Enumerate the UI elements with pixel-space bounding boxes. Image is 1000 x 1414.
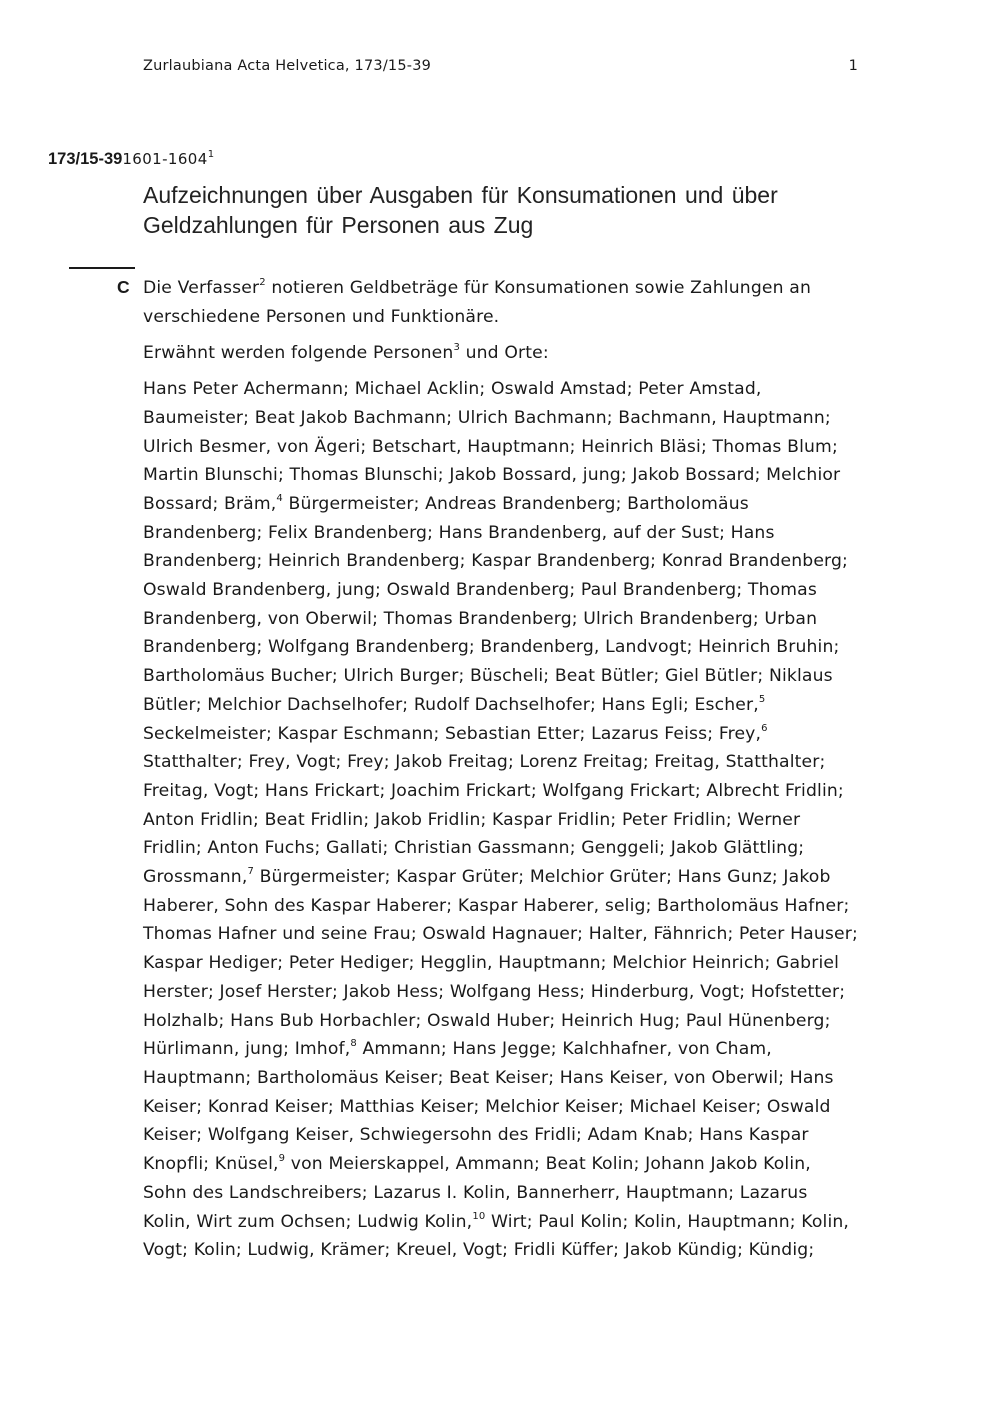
entry-date <box>122 150 214 168</box>
names-text: Wirt; Paul Kolin; Kolin, Hauptmann; Kolin, Vogt; Kolin; Ludwig, Krämer; Kreuel, Vogt; Fridli Küffer; Jakob Kündig; Kündig; <box>143 1211 850 1261</box>
intro-text: und Orte: <box>459 343 549 364</box>
entry-date-text: 1601-1604 <box>122 150 208 168</box>
summary-paragraph <box>143 274 858 331</box>
summary-text: Die Verfasser <box>143 278 260 298</box>
page-number: 1 <box>848 58 858 74</box>
entry-heading <box>48 150 214 169</box>
footnote-ref: 8 <box>350 1038 357 1050</box>
section-rule <box>69 267 135 269</box>
section-marker: C <box>117 277 130 297</box>
footnote-ref: 6 <box>761 722 768 734</box>
entry-body <box>143 274 858 1265</box>
footnote-ref: 3 <box>453 342 460 354</box>
names-text: Statthalter; Frey, Vogt; Frey; Jakob Freitag; Lorenz Freitag; Freitag, Statthalter; Freitag, Vogt; Hans Frickart; Joachim Frickart; Wolfgang Frickart; Albrecht Fridlin; Anton Fridlin; Beat Fridlin; Jakob Fridlin; Kaspar Fridlin; Peter Fridlin; Werner Fridlin; Anton Fuchs; Gallati; Christian Gassmann; Genggeli; Jakob Glättling; Grossmann, <box>143 752 844 888</box>
names-list <box>143 375 858 1265</box>
names-text: Hans Peter Achermann; Michael Acklin; Oswald Amstad; Peter Amstad, Baumeister; Beat Jakob Bachmann; Ulrich Bachmann; Bachmann, Hauptmann; Ulrich Besmer, von Ägeri; Betschart, Hauptmann; Heinrich Bläsi; Thomas Blum; Martin Blunschi; Thomas Blunschi; Jakob Bossard, jung; Jakob Bossard; Melchior Bossard; Bräm, <box>143 379 841 514</box>
intro-text: Erwähnt werden folgende Personen <box>143 343 454 364</box>
running-header <box>143 58 858 74</box>
entry-title: Aufzeichnungen über Ausgaben für Konsumationen und über Geldzahlungen für Personen aus Zug <box>143 182 778 238</box>
running-title: Zurlaubiana Acta Helvetica, 173/15-39 <box>143 58 432 74</box>
footnote-ref: 1 <box>207 149 215 160</box>
names-text: Seckelmeister; Kaspar Eschmann; Sebastian Etter; Lazarus Feiss; Frey, <box>143 723 762 744</box>
footnote-ref: 7 <box>247 866 254 878</box>
footnote-ref: 9 <box>278 1153 286 1165</box>
footnote-ref: 4 <box>276 492 283 504</box>
footnote-ref: 2 <box>259 277 266 288</box>
footnote-ref: 5 <box>758 693 766 705</box>
mentions-intro <box>143 339 858 368</box>
names-text: von Meierskappel, Ammann; Beat Kolin; Johann Jakob Kolin, Sohn des Landschreibers; Lazarus I. Kolin, Bannerherr, Hauptmann; Lazarus Kolin, Wirt zum Ochsen; Ludwig Kolin, <box>143 1154 811 1232</box>
names-text: Bürgermeister; Andreas Brandenberg; Bartholomäus Brandenberg; Felix Brandenberg; Hans Brandenberg, auf der Sust; Hans Brandenberg; Heinrich Brandenberg; Kaspar Brandenberg; Konrad Brandenberg; Oswald Brandenberg, jung; Oswald Brandenberg; Paul Brandenberg; Thomas Brandenberg, von Oberwil; Thomas Brandenberg; Ulrich Brandenberg; Urban Brandenberg; Wolfgang Brandenberg; Brandenberg, Landvogt; Heinrich Bruhin; Bartholomäus Bucher; Ulrich Burger; Büscheli; Beat Bütler; Giel Bütler; Niklaus Bütler; Melchior Dachselhofer; Rudolf Dachselhofer; Hans Egli; Escher, <box>143 493 848 715</box>
entry-signature: 173/15-39 <box>48 150 123 168</box>
summary-text: notieren Geldbeträge für Konsumationen sowie Zahlungen an verschiedene Personen und Funktionäre. <box>143 278 811 327</box>
names-text: Ammann; Hans Jegge; Kalchhafner, von Cham, Hauptmann; Bartholomäus Keiser; Beat Keiser; Hans Keiser, von Oberwil; Hans Keiser; Konrad Keiser; Matthias Keiser; Melchior Keiser; Michael Keiser; Oswald Keiser; Wolfgang Keiser, Schwiegersohn des Fridli; Adam Knab; Hans Kaspar Knopfli; Knüsel, <box>143 1039 834 1175</box>
footnote-ref: 10 <box>472 1210 486 1222</box>
names-text: Bürgermeister; Kaspar Grüter; Melchior Grüter; Hans Gunz; Jakob Haberer, Sohn des Kaspar Haberer; Kaspar Haberer, selig; Bartholomäus Hafner; Thomas Hafner und seine Frau; Oswald Hagnauer; Halter, Fähnrich; Peter Hauser; Kaspar Hediger; Peter Hediger; Hegglin, Hauptmann; Melchior Heinrich; Gabriel Herster; Josef Herster; Jakob Hess; Wolfgang Hess; Hinderburg, Vogt; Hofstetter; Holzhalb; Hans Bub Horbachler; Oswald Huber; Heinrich Hug; Paul Hünenberg; Hürlimann, jung; Imhof, <box>143 867 858 1060</box>
